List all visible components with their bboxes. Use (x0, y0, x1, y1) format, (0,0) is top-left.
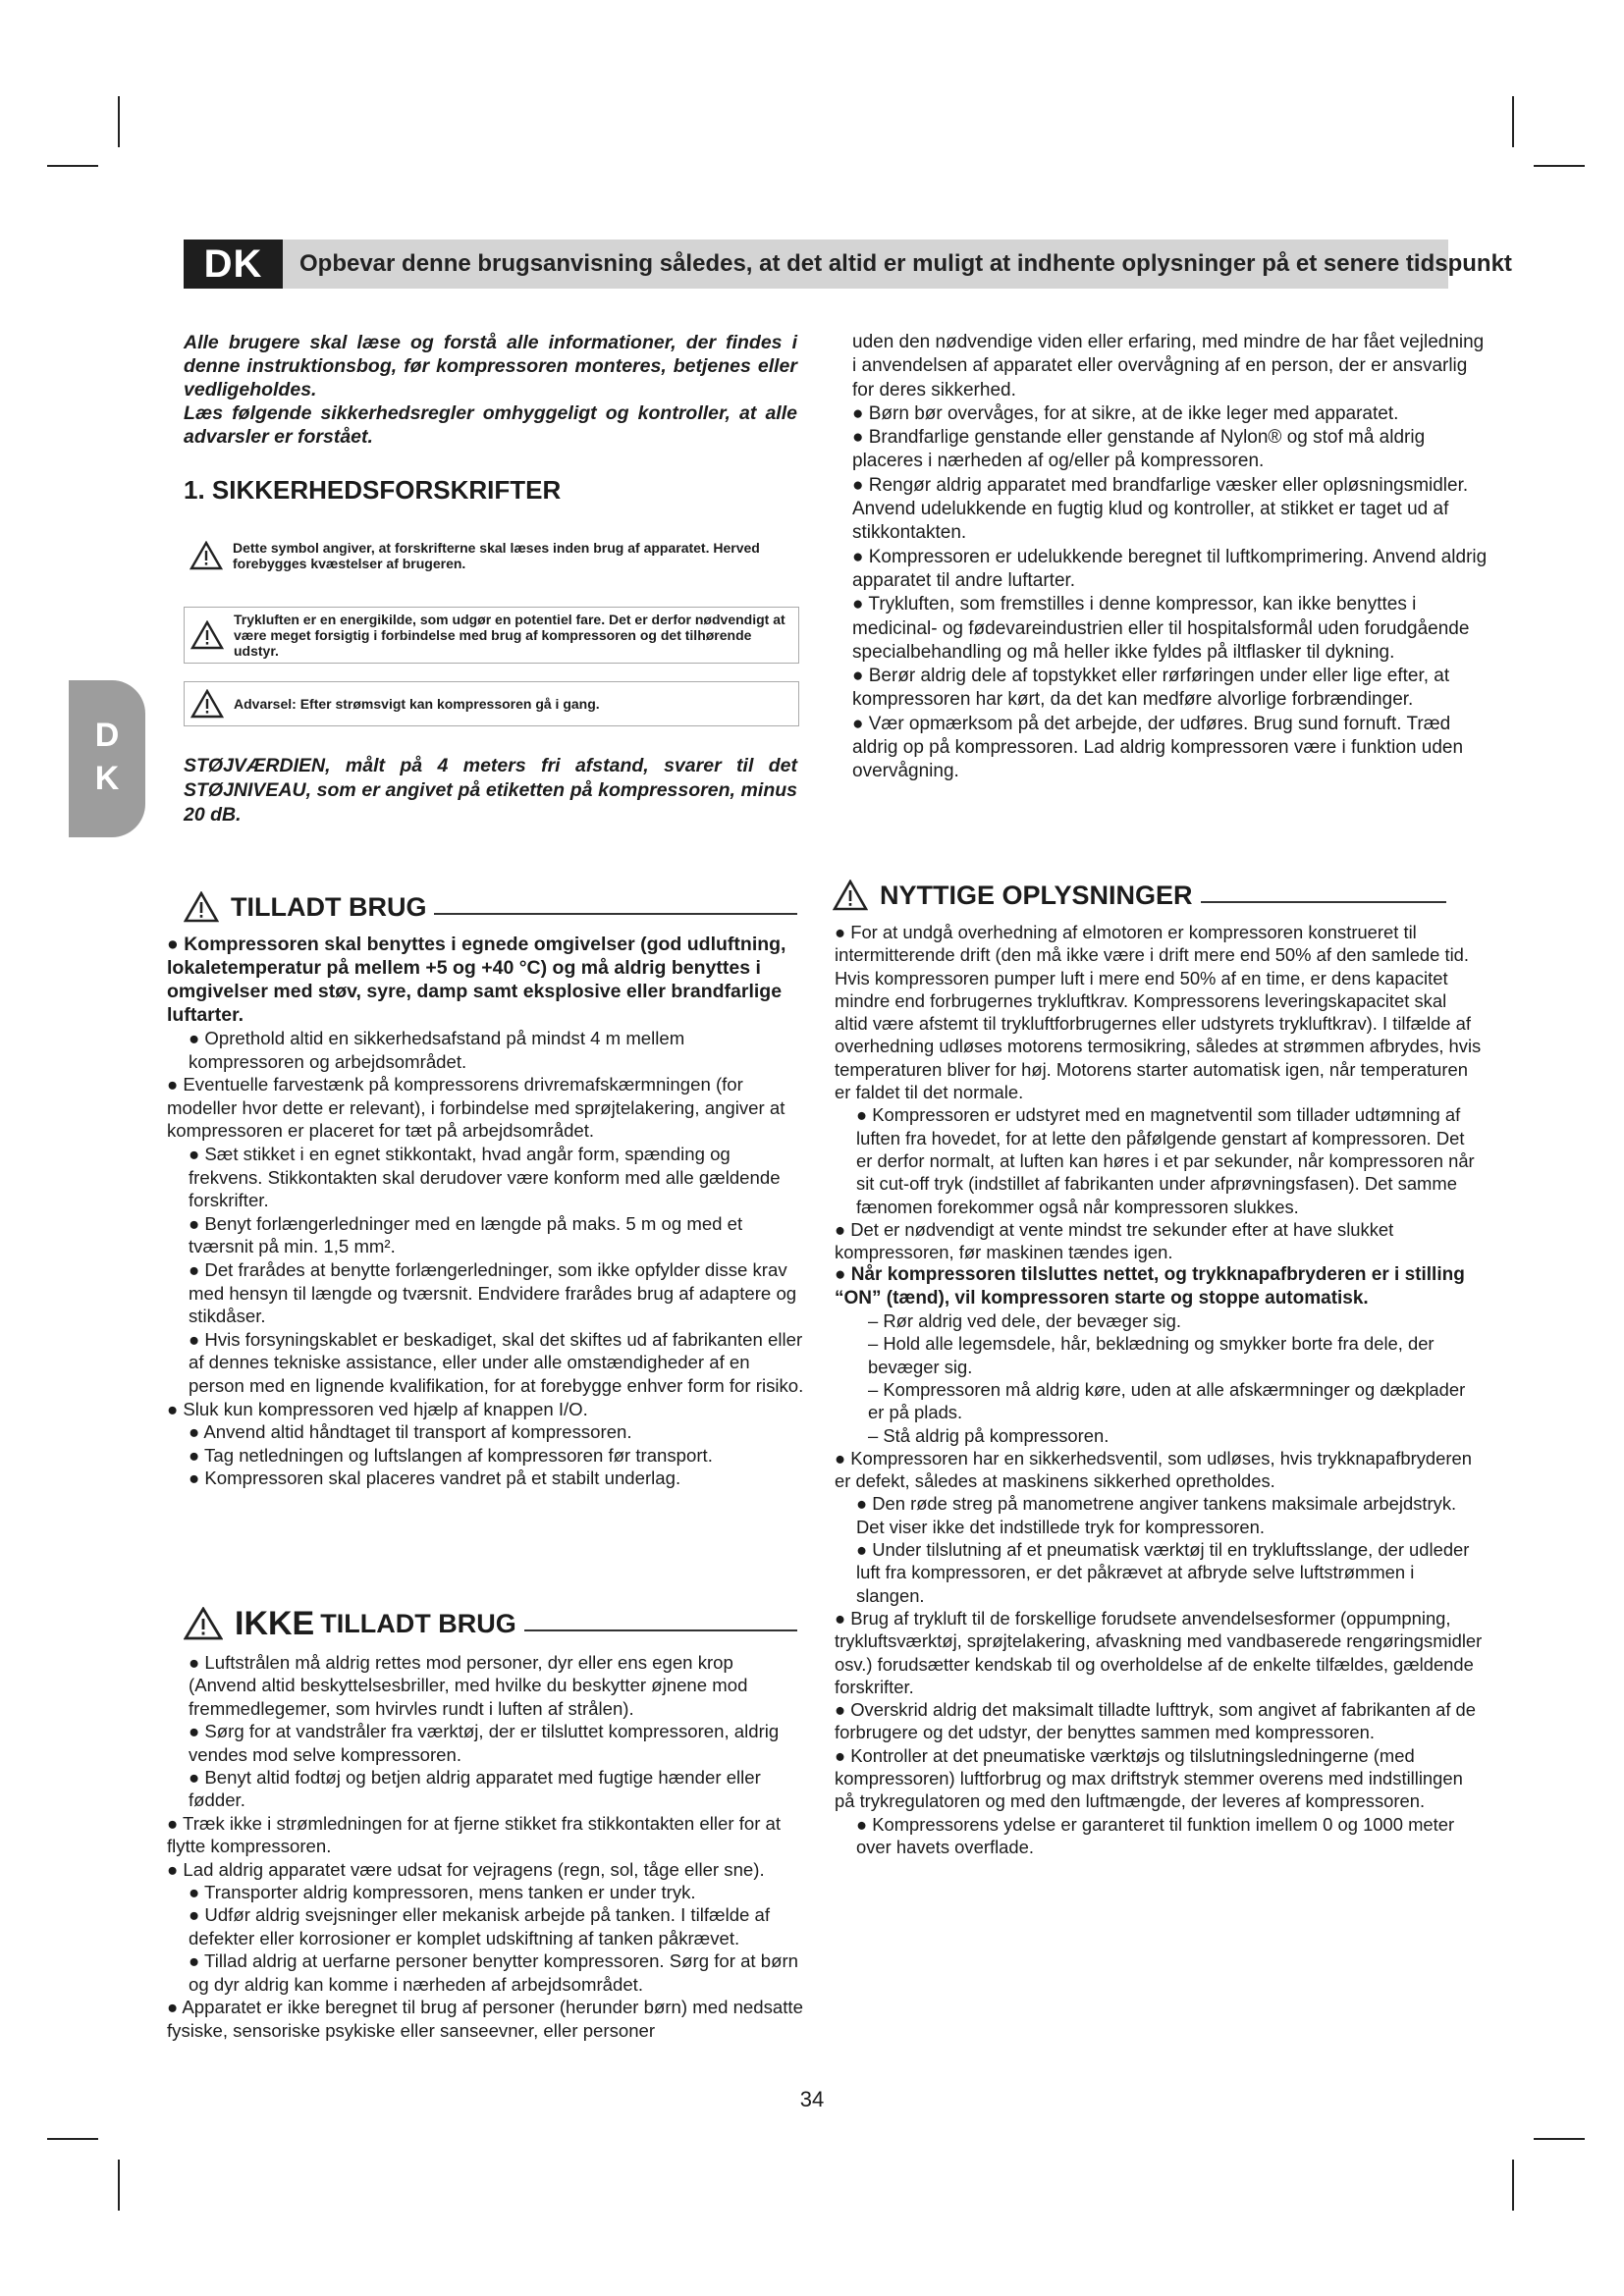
bullet-item: ● Anvend altid håndtaget til transport af kompressoren. (189, 1421, 632, 1443)
bullet-item: ● Sæt stikket i en egnet stikkontakt, hvad angår form, spænding og frekvens. Stikkontakten skal derudover være konform med alle gældende forskrifter. (189, 1143, 781, 1211)
bullet-item: ● Det er nødvendigt at vente mindst tre sekunder efter at have slukket kompressoren, før maskinen tændes igen. (835, 1218, 1394, 1263)
bullet-item: ● Børn bør overvåges, for at sikre, at de ikke leger med apparatet. (852, 402, 1399, 424)
bullet-item: ● Tillad aldrig at uerfarne personer benytter kompressoren. Sørg for at børn og dyr aldrig kan komme i nærheden af arbejdsområdet. (189, 1950, 798, 1995)
warning-text: Advarsel: Efter strømsvigt kan kompressoren gå i gang. (234, 696, 600, 712)
section-heading-ikke (184, 1602, 797, 1645)
crop-mark (1534, 165, 1585, 167)
dash-item: – Rør aldrig ved dele, der bevæger sig. (868, 1310, 1181, 1332)
bullet-item: ● Kontroller at det pneumatiske værktøjs og tilslutningsledningerne (med kompressoren) luftforbrug og max driftstryk stemmer overens med indstillingen på trykregulatoren og med den luftmængde, der leveres af kompressoren. (835, 1744, 1463, 1812)
crop-mark (47, 2138, 98, 2140)
bullet-item: ● Vær opmærksom på det arbejde, der udføres. Brug sund fornuft. Træd aldrig op på kompressoren. Lad aldrig kompressoren være i funktion uden overvågning. (852, 713, 1464, 782)
bullet-item: ● Lad aldrig apparatet være udsat for vejragens (regn, sol, tåge eller sne). (167, 1858, 765, 1880)
warning-triangle-icon (190, 689, 224, 719)
bullet-item: ● Brug af trykluft til de forskellige forudsete anvendelsesformer (oppumpning, trykluftsværktøj, sprøjtelakering, afvaskning med vandbaserede rengøringsmidler osv.) forudsætter kendskab til og overholdelse af de enkelte tilfældes, gældende forskrifter. (835, 1607, 1483, 1697)
heading-rule (434, 913, 797, 915)
section-title: TILLADT BRUG (320, 1608, 516, 1638)
warning-triangle-icon (189, 541, 223, 570)
bullet-item: ● Kompressoren har en sikkerhedsventil, som udløses, hvis trykknapafbryderen er defekt, således at maskinens sikkerhed opretholdes. (835, 1447, 1472, 1492)
language-side-tab (69, 680, 145, 837)
crop-mark (118, 2160, 120, 2211)
right-column-top (852, 331, 1492, 784)
bullet-item: ● Brandfarlige genstande eller genstande af Nylon® og stof må aldrig placeres i nærheden af og/eller på kompressoren. (852, 427, 1426, 472)
crop-mark (118, 96, 120, 147)
warning-note (184, 607, 799, 664)
warning-text: Trykluften er en energikilde, som udgør en potentiel fare. Det er derfor nødvendigt at være meget forsigtig i forbindelse med brug af kompressoren og det tilhørende udstyr. (234, 612, 785, 659)
noise-statement: STØJVÆRDIEN, målt på 4 meters fri afstand, svarer til det STØJNIVEAU, som er angivet på etiketten på kompressoren, minus 20 dB. (184, 755, 797, 826)
warning-triangle-icon (184, 891, 219, 923)
bullet-item: ● Kompressoren skal placeres vandret på et stabilt underlag. (189, 1468, 681, 1489)
bullet-item: ● Den røde streg på manometrene angiver tankens maksimale arbejdstryk. Det viser ikke det indstillede tryk for kompressoren. (856, 1493, 1457, 1537)
tilladt-list (167, 933, 805, 1490)
bullet-item: ● Sørg for at vandstråler fra værktøj, der er tilsluttet kompressoren, aldrig vendes mod selve kompressoren. (189, 1721, 780, 1765)
bullet-item: ● Benyt forlængerledninger med en længde på maks. 5 m og med et tværsnit på min. 1,5 mm². (189, 1212, 743, 1257)
page-number: 34 (799, 2087, 825, 2111)
section-title: 1. SIKKERHEDSFORSKRIFTER (184, 475, 562, 505)
section-heading-tilladt (184, 887, 797, 927)
crop-mark (1512, 96, 1514, 147)
warning-note (184, 534, 797, 577)
section-title-emphasis: IKKE (235, 1604, 315, 1642)
bullet-item: ● Tag netledningen og luftslangen af kompressoren før transport. (189, 1444, 713, 1466)
bullet-item: ● Kompressoren er udstyret med en magnetventil som tillader udtømning af luften fra hovedet, for at lette den påfølgende genstart af kompressoren. Det er derfor normalt, at luften kan høres i et par sekunder, når kompressoren når sit cut-off tryk (indstillet af fabrikanten under afprøvningsfasen). Det samme fænomen forekommer også når kompressoren slukkes. (856, 1104, 1475, 1217)
bullet-item: ● Apparatet er ikke beregnet til brug af personer (herunder børn) med nedsatte fysiske, sensoriske psykiske eller sanseevner, eller personer (167, 1997, 803, 2041)
warning-triangle-icon (833, 880, 868, 911)
heading-rule (524, 1629, 797, 1631)
bullet-item: ● Hvis forsyningskablet er beskadiget, skal det skiftes ud af fabrikanten eller af dennes tekniske assistance, eller under alle omstændigheder af en person med en lignende kvalifikation, for at forebygge enhver form for risiko. (189, 1328, 804, 1396)
crop-mark (1512, 2160, 1514, 2211)
warning-note (184, 681, 799, 726)
warning-triangle-icon (184, 1607, 223, 1640)
ikke-list (167, 1651, 805, 2042)
crop-mark (47, 165, 98, 167)
dash-item: – Kompressoren må aldrig køre, uden at alle afskærmninger og dækplader er på plads. (868, 1378, 1466, 1423)
bullet-item: ● Kompressoren er udelukkende beregnet til luftkomprimering. Anvend aldrig apparatet til andre luftarter. (852, 546, 1488, 591)
bullet-item: ● Sluk kun kompressoren ved hjælp af knappen I/O. (167, 1398, 588, 1419)
intro-paragraph: Læs følgende sikkerhedsregler omhyggeligt og kontroller, at alle advarsler er forstået. (184, 402, 797, 448)
left-column-top (184, 331, 797, 505)
side-tab-letter: D (94, 717, 120, 754)
header-bar (184, 240, 1512, 289)
bullet-item: ● Udfør aldrig svejsninger eller mekanisk arbejde på tanken. I tilfælde af defekter eller korrosioner er komplet udskiftning af tanken påkrævet. (189, 1904, 771, 1949)
bullet-item: ● Kompressorens ydelse er garanteret til funktion imellem 0 og 1000 meter over havets overflade. (856, 1813, 1455, 1857)
bullet-item: ● Overskrid aldrig det maksimalt tilladte lufttryk, som angivet af fabrikanten af de forbrugere og det udstyr, der benyttes sammen med kompressoren. (835, 1699, 1477, 1743)
bullet-item: ● Oprethold altid en sikkerhedsafstand på mindst 4 m mellem kompressoren og arbejdsområdet. (189, 1028, 685, 1072)
section-title: NYTTIGE OPLYSNINGER (880, 880, 1193, 910)
side-tab-letter: K (94, 760, 120, 797)
crop-mark (1534, 2138, 1585, 2140)
section-title: TILLADT BRUG (231, 891, 427, 922)
warning-triangle-icon (190, 620, 224, 650)
bullet-item: ● Når kompressoren tilsluttes nettet, og trykknapafbryderen er i stilling “ON” (tænd), vil kompressoren starte og stoppe automatisk. (835, 1264, 1465, 1308)
bullet-item: ● Eventuelle farvestænk på kompressorens drivremafskærmningen (for modeller hvor dette er relevant), i forbindelse med sprøjtelakering, angiver at kompressoren er placeret for tæt på arbejdsområdet. (167, 1074, 785, 1142)
bullet-item: ● Det frarådes at benytte forlængerledninger, som ikke opfylder disse krav med hensyn til længde og tværsnit. Endvidere frarådes brug af adaptere og stikdåser. (189, 1258, 797, 1327)
heading-rule (1201, 901, 1446, 903)
dash-item: – Hold alle legemsdele, hår, beklædning og smykker borte fra dele, der bevæger sig. (868, 1333, 1435, 1377)
section-heading-nyttige (833, 876, 1446, 915)
dash-item: – Stå aldrig på kompressoren. (868, 1424, 1110, 1446)
bullet-item: ● Træk ikke i strømledningen for at fjerne stikket fra stikkontakten eller for at flytte kompressoren. (167, 1812, 782, 1857)
language-code: DK (184, 240, 283, 289)
header-title: Opbevar denne brugsanvisning således, at det altid er muligt at indhente oplysninger på et senere tidspunkt (299, 250, 1512, 277)
bullet-item: ● Luftstrålen må aldrig rettes mod personer, dyr eller ens egen krop (Anvend altid beskyttelsesbriller, med hvilke du beskytter øjnene mod fremmedlegemer, som hvirvles rundt i luften af strålen). (189, 1652, 748, 1719)
bullet-item: ● Benyt altid fodtøj og betjen aldrig apparatet med fugtige hænder eller fødder. (189, 1767, 761, 1811)
intro-paragraph: Alle brugere skal læse og forstå alle informationer, der findes i denne instruktionsbog, før kompressoren monteres, betjenes eller vedligeholdes. (184, 332, 797, 400)
bullet-item: ● Kompressoren skal benyttes i egnede omgivelser (god udluftning, lokaletemperatur på mellem +5 og +40 °C) og må aldrig benyttes i omgivelser med støv, syre, damp samt eksplosive eller brandfarlige luftarter. (167, 934, 786, 1026)
bullet-item: ● Berør aldrig dele af topstykket eller rørføringen under eller lige efter, at kompressoren har kørt, da det kan medføre alvorlige forbrændinger. (852, 666, 1450, 711)
paragraph: uden den nødvendige viden eller erfaring, med mindre de har fået vejledning i anvendelsen af apparatet eller overvågning af en person, der er ansvarlig for deres sikkerhed. (852, 332, 1485, 400)
bullet-item: ● Transporter aldrig kompressoren, mens tanken er under tryk. (189, 1882, 696, 1903)
nyttige-list (835, 921, 1483, 1858)
bullet-item: ● Under tilslutning af et pneumatisk værktøj til en trykluftsslange, der udleder luft fra kompressoren, er det påkrævet at afbryde selve luftstrømmen i slangen. (856, 1539, 1470, 1606)
bullet-item: ● Trykluften, som fremstilles i denne kompressor, kan ikke benyttes i medicinal- og fødevareindustrien eller til hospitalsformål uden forudgående specialbehandling og må heller ikke fyldes på iltflasker til dykning. (852, 594, 1470, 663)
warning-text: Dette symbol angiver, at forskrifterne skal læses inden brug af apparatet. Herved forebygges kvæstelser af brugeren. (233, 540, 760, 571)
bullet-item: ● For at undgå overhedning af elmotoren er kompressoren konstrueret til intermitterende drift (den må ikke være i drift mere end 50% af den samlede tid. Hvis kompressoren pumper luft i mere end 50% af en time, er dens kapacitet mindre end forbrugernes trykluftkrav. Kompressorens leveringskapacitet skal altid være afstemt til trykluftforbrugernes eller udstyrets trykluftkrav). I tilfælde af overhedning udløses motorens termosikring, således at strømmen afbrydes, hvis temperaturen bliver for høj. Motorens starter automatisk igen, når temperaturen er faldet til det normale. (835, 922, 1482, 1103)
bullet-item: ● Rengør aldrig apparatet med brandfarlige væsker eller opløsningsmidler. Anvend udelukkende en fugtig klud og kontroller, at stikket er taget ud af stikkontakten. (852, 474, 1469, 544)
